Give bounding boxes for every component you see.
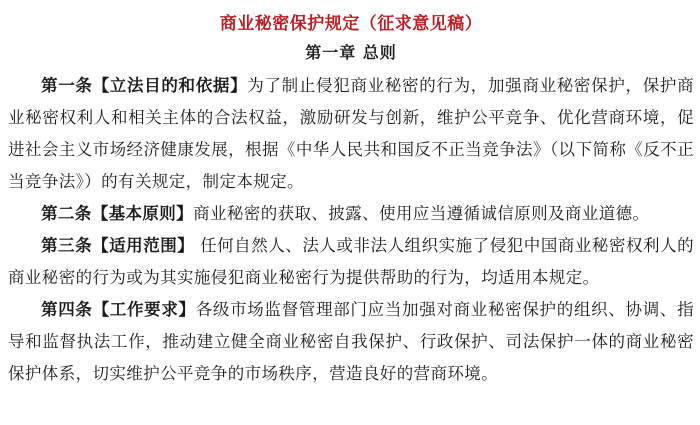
article-1 bbox=[8, 70, 694, 198]
article-3 bbox=[8, 230, 694, 294]
article-1-text: 为了制止侵犯商业秘密的行为，加强商业秘密保护，保护商业秘密权利人和相关主体的合法权益，激励研发与创新，维护公平竞争、优化营商环境，促进社会主义市场经济健康发展，根据《中华人民共和国反不正当竞争法》（以下简称《反不正当竞争法》）的有关规定，制定本规定。 bbox=[8, 76, 694, 191]
article-4 bbox=[8, 294, 694, 390]
chapter-title: 第一章 总则 bbox=[305, 43, 397, 62]
article-2-heading: 第二条【基本原则】 bbox=[41, 204, 194, 223]
article-2-text: 商业秘密的获取、披露、使用应当遵循诚信原则及商业道德。 bbox=[193, 204, 650, 223]
article-4-heading: 第四条【工作要求】 bbox=[41, 300, 196, 319]
document-title: 商业秘密保护规定（征求意见稿） bbox=[219, 14, 483, 34]
article-3-text: 任何自然人、法人或非法人组织实施了侵犯中国商业秘密权利人的商业秘密的行为或为其实施侵犯商业秘密行为提供帮助的行为，均适用本规定。 bbox=[8, 236, 694, 287]
article-2 bbox=[8, 198, 694, 230]
article-1-heading: 第一条【立法目的和依据】 bbox=[41, 76, 248, 95]
article-4-text: 各级市场监督管理部门应当加强对商业秘密保护的组织、协调、指导和监督执法工作，推动建立健全商业秘密自我保护、行政保护、司法保护一体的商业秘密保护体系，切实维护公平竞争的市场秩序，营造良好的营商环境。 bbox=[8, 300, 694, 383]
article-3-heading: 第三条【适用范围】 bbox=[41, 236, 195, 255]
